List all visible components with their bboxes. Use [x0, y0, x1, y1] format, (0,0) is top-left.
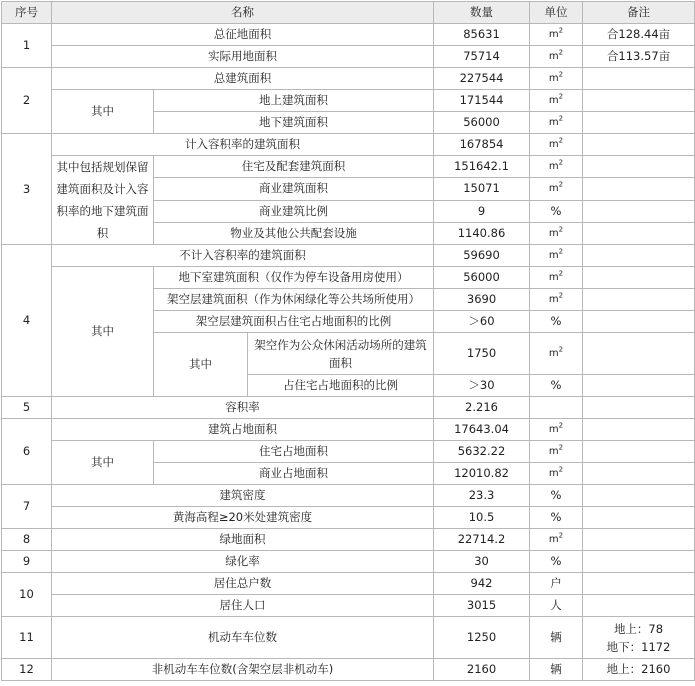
remark-cell: [583, 573, 695, 595]
seq-cell: 6: [2, 419, 52, 485]
name-cell: 居住人口: [52, 595, 434, 617]
header-qty: 数量: [434, 2, 530, 24]
qty-cell: 942: [434, 573, 530, 595]
unit-cell: $m^2$: [530, 112, 583, 134]
header-unit: 单位: [530, 2, 583, 24]
qty-cell: 56000: [434, 267, 530, 289]
table-row: [2, 90, 695, 112]
name-cell: 地下建筑面积: [154, 112, 434, 134]
name-cell: 总建筑面积: [52, 68, 434, 90]
qty-cell: 171544: [434, 90, 530, 112]
remark-cell: [583, 375, 695, 397]
table-row: [2, 46, 695, 68]
table-row: [2, 441, 695, 463]
remark-cell: [583, 156, 695, 178]
name-cell: 架空作为公众休闲活动场所的建筑面积: [248, 333, 434, 375]
remark-cell: [583, 595, 695, 617]
group-cell: 其中包括规划保留建筑面积及计入容积率的地下建筑面积: [52, 156, 154, 245]
remark-cell: [583, 485, 695, 507]
qty-cell: ＞60: [434, 311, 530, 333]
unit-cell: $m^2$: [530, 134, 583, 156]
unit-cell: $m^2$: [530, 333, 583, 375]
name-cell: 黄海高程≥20米处建筑密度: [52, 507, 434, 529]
table-row: [2, 397, 695, 419]
name-cell: 住宅及配套建筑面积: [154, 156, 434, 178]
qty-cell: 59690: [434, 245, 530, 267]
qty-cell: 9: [434, 200, 530, 222]
remark-line: 地下：1172: [606, 639, 671, 654]
unit-cell: %: [530, 311, 583, 333]
qty-cell: 227544: [434, 68, 530, 90]
remark-cell: [583, 267, 695, 289]
remark-cell: [583, 529, 695, 551]
name-cell: 非机动车车位数(含架空层非机动车): [52, 659, 434, 681]
qty-cell: 85631: [434, 24, 530, 46]
qty-cell: 2160: [434, 659, 530, 681]
qty-cell: 2.216: [434, 397, 530, 419]
name-cell: 实际用地面积: [52, 46, 434, 68]
table-row: [2, 659, 695, 681]
qty-cell: 1250: [434, 617, 530, 659]
unit-cell: %: [530, 551, 583, 573]
remark-cell: [583, 112, 695, 134]
remark-cell: [583, 245, 695, 267]
unit-cell: %: [530, 485, 583, 507]
remark-cell: 合113.57亩: [583, 46, 695, 68]
qty-cell: 75714: [434, 46, 530, 68]
table-row: [2, 485, 695, 507]
unit-cell: $m^2$: [530, 46, 583, 68]
unit-cell: 户: [530, 573, 583, 595]
remark-line: 地上：78: [613, 621, 664, 636]
name-cell: 商业建筑比例: [154, 200, 434, 222]
remark-cell: [583, 311, 695, 333]
name-cell: 居住总户数: [52, 573, 434, 595]
unit-cell: $m^2$: [530, 245, 583, 267]
qty-cell: 30: [434, 551, 530, 573]
qty-cell: 167854: [434, 134, 530, 156]
seq-cell: 3: [2, 134, 52, 245]
unit-cell: $m^2$: [530, 90, 583, 112]
unit-cell: $m^2$: [530, 222, 583, 244]
header-seq: 序号: [2, 2, 52, 24]
header-row: [2, 2, 695, 24]
remark-cell: [583, 289, 695, 311]
indicator-table: [1, 1, 695, 681]
remark-cell: [583, 134, 695, 156]
unit-cell: $m^2$: [530, 463, 583, 485]
remark-cell: [583, 397, 695, 419]
qty-cell: 10.5: [434, 507, 530, 529]
remark-cell: [583, 200, 695, 222]
remark-cell: [583, 419, 695, 441]
qty-cell: 151642.1: [434, 156, 530, 178]
group-cell: 其中: [52, 267, 154, 397]
unit-cell: [530, 397, 583, 419]
unit-cell: $m^2$: [530, 419, 583, 441]
name-cell: 不计入容积率的建筑面积: [52, 245, 434, 267]
name-cell: 计入容积率的建筑面积: [52, 134, 434, 156]
unit-cell: $m^2$: [530, 178, 583, 200]
name-cell: 绿地面积: [52, 529, 434, 551]
remark-cell: [583, 90, 695, 112]
table-row: [2, 595, 695, 617]
name-cell: 绿化率: [52, 551, 434, 573]
qty-cell: 12010.82: [434, 463, 530, 485]
qty-cell: 5632.22: [434, 441, 530, 463]
unit-cell: $m^2$: [530, 441, 583, 463]
remark-cell: [583, 222, 695, 244]
unit-cell: 辆: [530, 617, 583, 659]
table-row: [2, 573, 695, 595]
unit-cell: %: [530, 507, 583, 529]
name-cell: 建筑占地面积: [52, 419, 434, 441]
seq-cell: 8: [2, 529, 52, 551]
name-cell: 住宅占地面积: [154, 441, 434, 463]
group-cell: 其中: [52, 441, 154, 485]
remark-cell: [583, 333, 695, 375]
qty-cell: ＞30: [434, 375, 530, 397]
subgroup-cell: 其中: [154, 333, 248, 397]
name-cell: 架空层建筑面积占住宅占地面积的比例: [154, 311, 434, 333]
table-row: [2, 245, 695, 267]
table-row: [2, 507, 695, 529]
unit-cell: $m^2$: [530, 529, 583, 551]
table-row: [2, 24, 695, 46]
table-row: [2, 156, 695, 178]
seq-cell: 7: [2, 485, 52, 529]
name-cell: 建筑密度: [52, 485, 434, 507]
remark-cell: [583, 441, 695, 463]
unit-cell: %: [530, 200, 583, 222]
remark-cell: [583, 463, 695, 485]
name-cell: 总征地面积: [52, 24, 434, 46]
name-cell: 地下室建筑面积（仅作为停车设备用房使用）: [154, 267, 434, 289]
table-row: [2, 529, 695, 551]
qty-cell: 1140.86: [434, 222, 530, 244]
qty-cell: 3690: [434, 289, 530, 311]
seq-cell: 12: [2, 659, 52, 681]
qty-cell: 23.3: [434, 485, 530, 507]
seq-cell: 1: [2, 24, 52, 68]
unit-cell: $m^2$: [530, 267, 583, 289]
header-name: 名称: [52, 2, 434, 24]
remark-cell: [583, 68, 695, 90]
name-cell: 物业及其他公共配套设施: [154, 222, 434, 244]
unit-cell: $m^2$: [530, 289, 583, 311]
table-row: [2, 68, 695, 90]
remark-cell: [583, 178, 695, 200]
header-remark: 备注: [583, 2, 695, 24]
seq-cell: 9: [2, 551, 52, 573]
qty-cell: 3015: [434, 595, 530, 617]
name-cell: 机动车车位数: [52, 617, 434, 659]
remark-cell: 地上：2160: [583, 659, 695, 681]
table-row: [2, 419, 695, 441]
seq-cell: 5: [2, 397, 52, 419]
qty-cell: 17643.04: [434, 419, 530, 441]
unit-cell: $m^2$: [530, 68, 583, 90]
unit-cell: $m^2$: [530, 24, 583, 46]
seq-cell: 4: [2, 245, 52, 397]
table-row: [2, 134, 695, 156]
name-cell: 商业占地面积: [154, 463, 434, 485]
name-cell: 架空层建筑面积（作为休闲绿化等公共场所使用）: [154, 289, 434, 311]
qty-cell: 56000: [434, 112, 530, 134]
qty-cell: 1750: [434, 333, 530, 375]
table-row: [2, 551, 695, 573]
name-cell: 占住宅占地面积的比例: [248, 375, 434, 397]
remark-cell: [583, 507, 695, 529]
remark-cell: 合128.44亩: [583, 24, 695, 46]
unit-cell: $m^2$: [530, 156, 583, 178]
qty-cell: 22714.2: [434, 529, 530, 551]
unit-cell: 辆: [530, 659, 583, 681]
qty-cell: 15071: [434, 178, 530, 200]
name-cell: 容积率: [52, 397, 434, 419]
name-cell: 地上建筑面积: [154, 90, 434, 112]
remark-cell: [583, 551, 695, 573]
unit-cell: 人: [530, 595, 583, 617]
remark-cell: [583, 617, 695, 659]
seq-cell: 2: [2, 68, 52, 134]
unit-cell: %: [530, 375, 583, 397]
seq-cell: 11: [2, 617, 52, 659]
group-cell: 其中: [52, 90, 154, 134]
table-row: [2, 267, 695, 289]
table-row: [2, 617, 695, 659]
name-cell: 商业建筑面积: [154, 178, 434, 200]
seq-cell: 10: [2, 573, 52, 617]
